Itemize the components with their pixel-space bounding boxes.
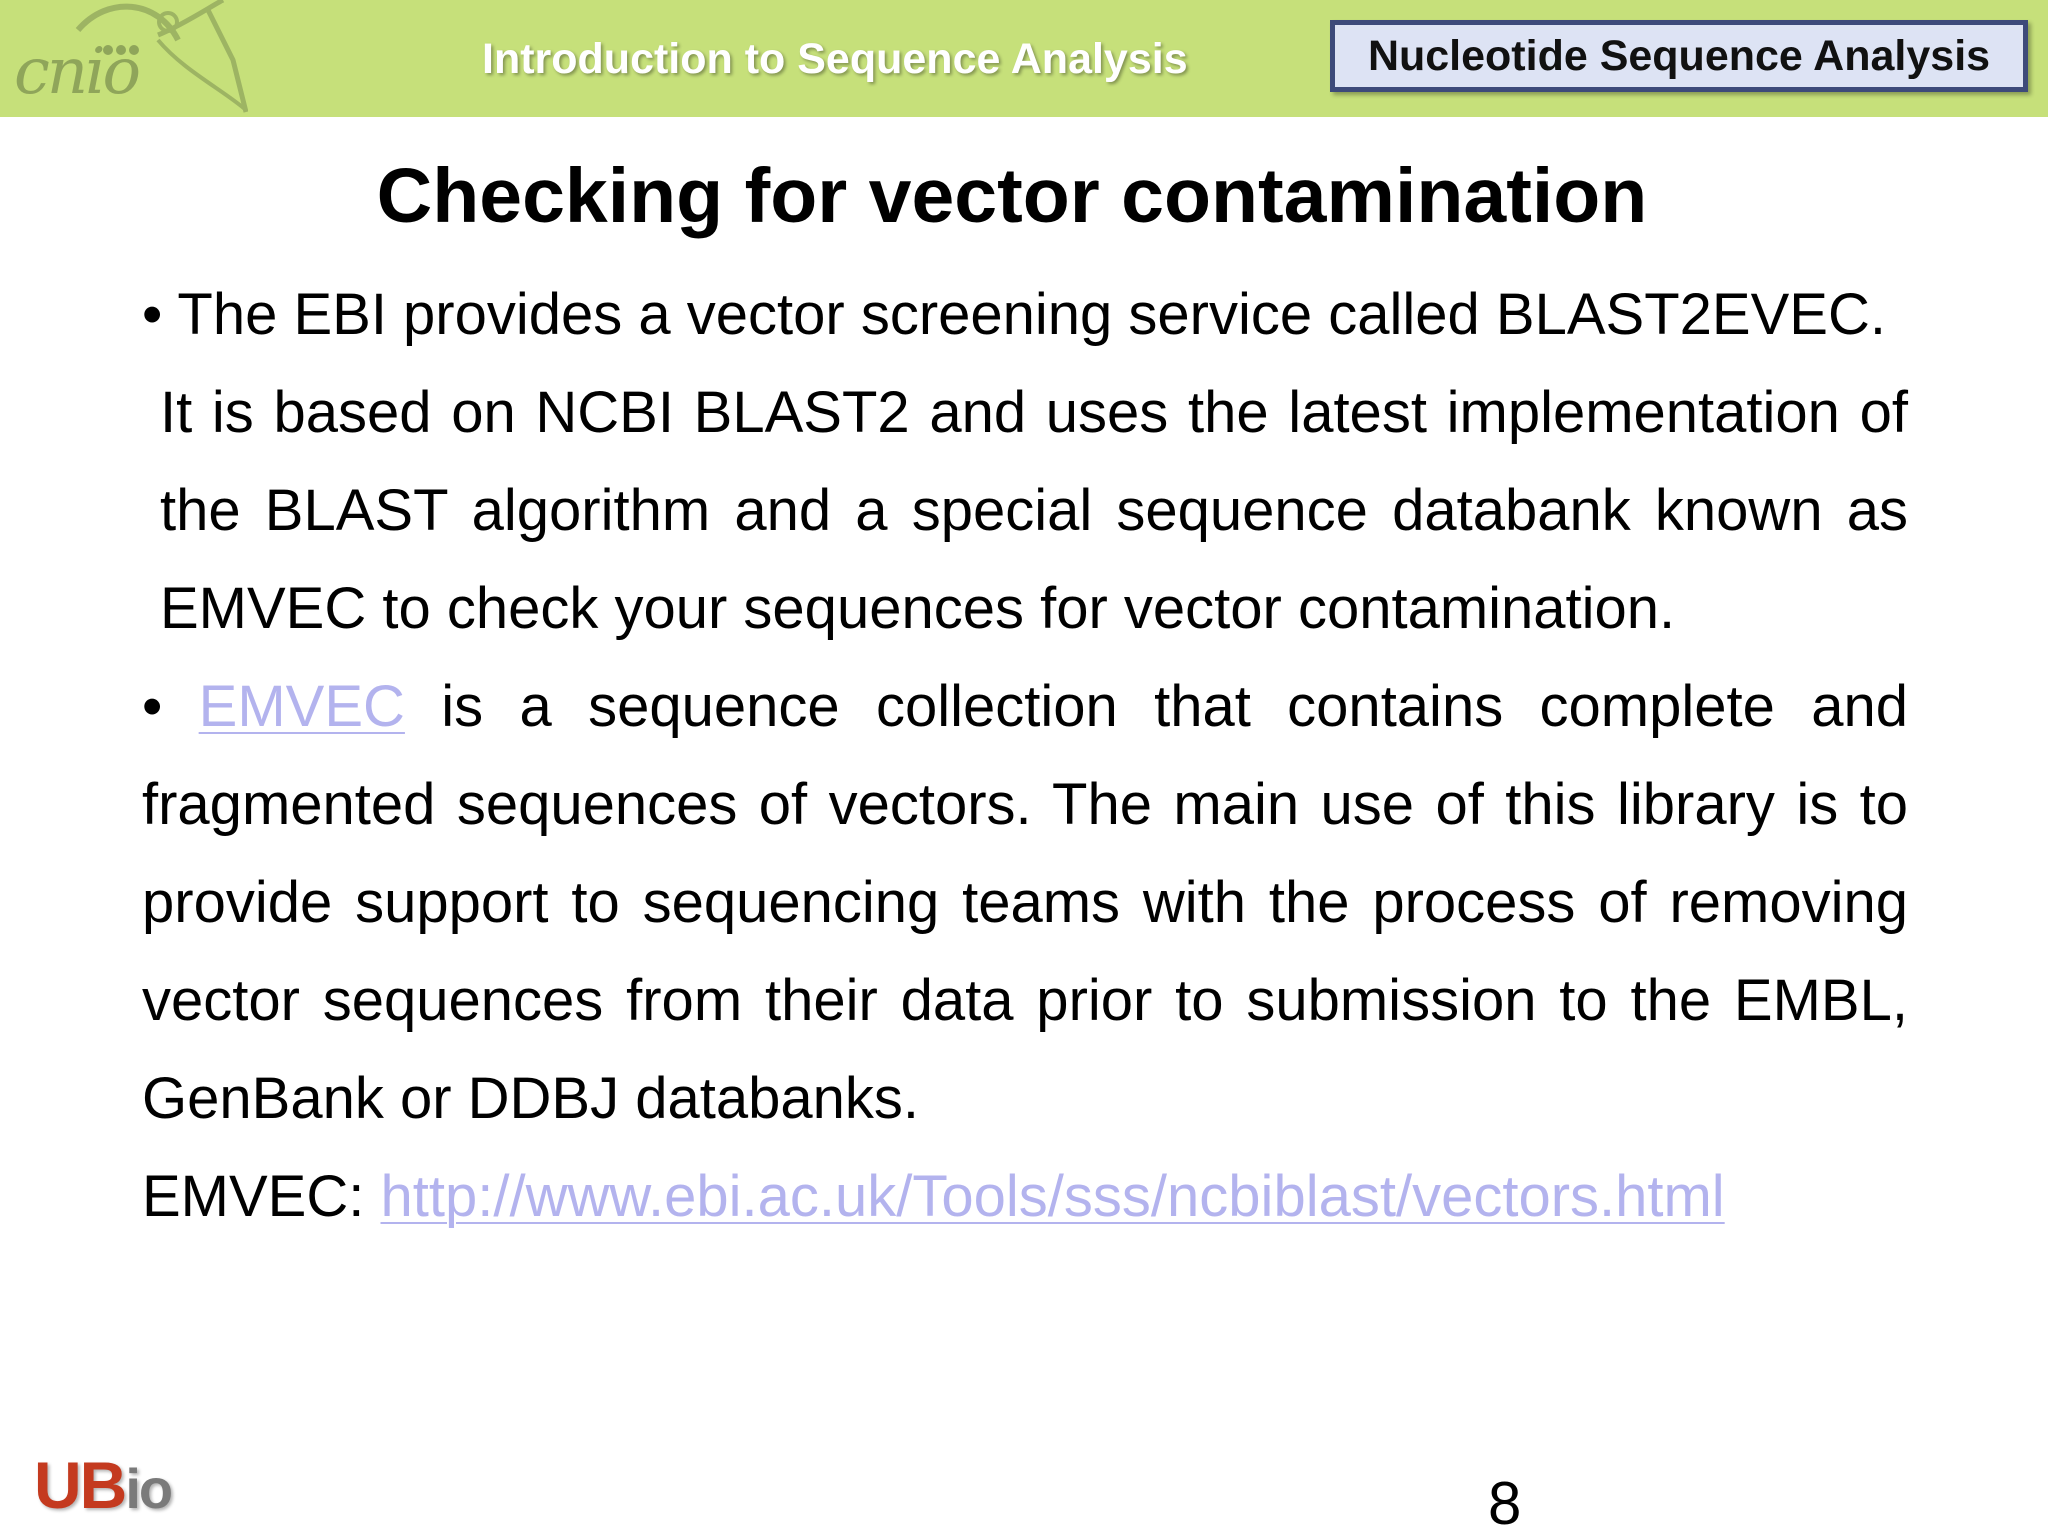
- page-number: 8: [1488, 1470, 1522, 1536]
- bullet: •: [142, 674, 163, 739]
- emvec-link[interactable]: EMVEC: [198, 674, 405, 739]
- emvec-url-link[interactable]: http://www.ebi.ac.uk/Tools/sss/ncbiblast/vectors.html: [380, 1164, 1725, 1229]
- course-title: Introduction to Sequence Analysis: [482, 35, 1188, 83]
- paragraph-text: is a sequence collection that contains complete and fragmented sequences of vectors. The main use of this library is to provide support to sequencing teams with the process of removing vector sequences from their data prior to submission to the EMBL, GenBank or DDBJ databanks.: [142, 674, 1908, 1131]
- cnio-logo-text: cnio: [14, 35, 139, 109]
- paragraph-text: It is based on NCBI BLAST2 and uses the latest implementation of the BLAST algorithm and a special sequence databank known as EMVEC to check your sequences for vector contamination.: [160, 380, 1908, 641]
- bullet: •: [142, 282, 163, 347]
- paragraph-ncbi-blast2: [142, 364, 1908, 658]
- paragraph-emvec-description: [142, 658, 1908, 1148]
- section-badge-label: Nucleotide Sequence Analysis: [1367, 31, 1991, 80]
- header-band: [0, 0, 2048, 117]
- emvec-url-label: EMVEC:: [142, 1164, 381, 1229]
- paragraph-text: The EBI provides a vector screening service called BLAST2EVEC.: [177, 282, 1886, 347]
- ubio-logo-io: io: [125, 1457, 172, 1520]
- section-badge: [1330, 20, 2028, 92]
- slide-title: Checking for vector contamination: [376, 153, 1648, 239]
- ubio-logo-ub: UB: [34, 1448, 126, 1522]
- ubio-logo: [34, 1448, 172, 1522]
- slide-body: [142, 266, 1908, 1246]
- paragraph-blast2evec: [142, 266, 1908, 364]
- paragraph-emvec-url: [142, 1148, 1908, 1246]
